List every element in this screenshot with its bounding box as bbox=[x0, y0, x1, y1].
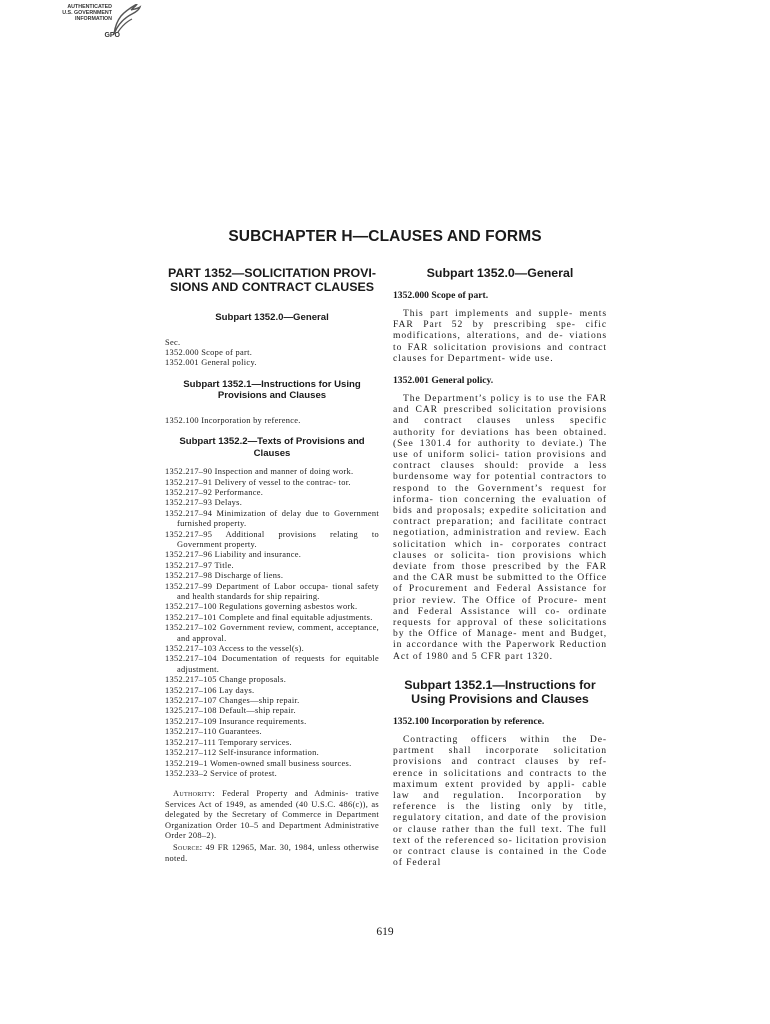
toc-entry: 1352.001 General policy. bbox=[165, 358, 257, 368]
source-label: Source: bbox=[173, 843, 203, 853]
toc-entry: 1352.217–101 Complete and final equitable adjustments. bbox=[165, 612, 373, 622]
toc-entry: 1352.219–1 Women-owned small business sources. bbox=[165, 758, 352, 768]
toc-entry: 1352.217–91 Delivery of vessel to the contrac- tor. bbox=[165, 477, 351, 487]
toc-entry: 1352.217–106 Lay days. bbox=[165, 685, 255, 695]
logo-line-1: AUTHENTICATED bbox=[67, 4, 112, 10]
logo-mark: GPO bbox=[104, 32, 120, 39]
section-1352-001-heading: 1352.001 General policy. bbox=[393, 375, 494, 387]
section-1352-100-heading: 1352.100 Incorporation by reference. bbox=[393, 715, 545, 727]
toc-entry: 1352.217–92 Performance. bbox=[165, 487, 264, 497]
toc-entry: 1352.217–111 Temporary services. bbox=[165, 737, 292, 747]
subpart-1-heading: Subpart 1352.1—Instructions for Using Provisions and Clauses bbox=[183, 378, 361, 402]
page-number: 619 bbox=[376, 926, 394, 938]
subpart-2-heading: Subpart 1352.2—Texts of Provisions and Clauses bbox=[179, 436, 365, 459]
left-column bbox=[165, 266, 379, 864]
source-text: 49 FR 12965, Mar. 30, 1984, unless otherwise noted. bbox=[165, 843, 379, 863]
subpart-0-toc bbox=[165, 338, 379, 369]
toc-entry: 1352.217–96 Liability and insurance. bbox=[165, 550, 302, 560]
toc-entry: 1352.217–112 Self-insurance information. bbox=[165, 748, 320, 758]
eagle-icon bbox=[110, 4, 142, 40]
toc-entry: 1352.217–95 Additional provisions relating to Government property. bbox=[165, 529, 379, 549]
toc-entry: 1352.217–99 Department of Labor occupa- tional safety and health standards for ship repairing. bbox=[165, 581, 379, 601]
gpo-authentication-logo bbox=[56, 4, 140, 46]
authority-note bbox=[165, 789, 379, 841]
subpart-1-heading-right: Subpart 1352.1—Instructions for Using Provisions and Clauses bbox=[404, 677, 596, 706]
toc-entry: 1352.217–94 Minimization of delay due to Government furnished property. bbox=[165, 508, 379, 529]
toc-entry: 1352.217–105 Change proposals. bbox=[165, 675, 287, 685]
logo-line-2: U.S. GOVERNMENT bbox=[62, 10, 112, 16]
toc-entry: 1352.217–100 Regulations governing asbestos work. bbox=[165, 602, 358, 612]
toc-entry: 1352.233–2 Service of protest. bbox=[165, 768, 278, 778]
subpart-1-toc bbox=[165, 416, 379, 426]
subpart-0-heading: Subpart 1352.0—General bbox=[215, 312, 329, 323]
subpart-2-toc bbox=[165, 467, 379, 779]
toc-entry: 1352.217–104 Documentation of requests for equitable adjustment. bbox=[165, 654, 379, 674]
subchapter-title: SUBCHAPTER H—CLAUSES AND FORMS bbox=[228, 228, 542, 245]
part-title: PART 1352—SOLICITATION PROVI- SIONS AND CONTRACT CLAUSES bbox=[168, 266, 376, 294]
authority-label: Authority: bbox=[173, 789, 216, 799]
toc-entry: 1352.217–107 Changes—ship repair. bbox=[165, 696, 300, 706]
toc-entry: 1352.217–98 Discharge of liens. bbox=[165, 571, 284, 581]
toc-entry: 1352.217–102 Government review, comment, acceptance, and approval. bbox=[165, 623, 379, 643]
section-1352-000-text: This part implements and supple- ments FAR Part 52 by prescribing spe- cific modifications, alterations, and de- viations to FAR solicitation provisions and contract clauses for Department- wide use. bbox=[393, 308, 607, 364]
toc-entry: 1352.100 Incorporation by reference. bbox=[165, 415, 301, 425]
subpart-0-heading-right: Subpart 1352.0—General bbox=[426, 266, 574, 280]
logo-text bbox=[56, 4, 112, 22]
toc-entry: 1352.217–93 Delays. bbox=[165, 498, 243, 508]
section-1352-000-heading: 1352.000 Scope of part. bbox=[393, 290, 489, 301]
right-column bbox=[393, 266, 607, 879]
toc-entry: 1352.000 Scope of part. bbox=[165, 347, 253, 357]
authority-text: Federal Property and Adminis- trative Services Act of 1949, as amended (40 U.S.C. 486(c)), as delegated by the Secretary of Commerce in Department Organization Order 10–5 and Department Administrative Order 208–2). bbox=[165, 789, 379, 840]
toc-entry: 1325.217–108 Default—ship repair. bbox=[165, 706, 296, 716]
logo-line-3: INFORMATION bbox=[75, 16, 112, 22]
toc-entry: 1352.217–103 Access to the vessel(s). bbox=[165, 644, 305, 654]
toc-entry: 1352.217–109 Insurance requirements. bbox=[165, 716, 307, 726]
section-1352-001-text: The Department’s policy is to use the FAR and CAR prescribed solicitation provisions and contract clauses unless specific authority for deviations has been obtained. (See 1301.4 for authority to deviate.) The use of uniform solici- tation provisions and contract clauses should: provide a less burdensome way for potential contractors to respond to the Government’s request for informa- tion concerning the evaluation of bids and proposals; expedite solicitation and contract preparation; and facilitate contract negotiation, administration and review. Each solicitation which in- corporates contract clauses or solicita- tion provisions which deviate from those prescribed by the FAR and the CAR must be submitted to the Office of Procurement and Federal Assistance for prior review. The Office of Procure- ment and Federal Assistance will co- ordinate requests for approval of these solicitations by the Office of Manage- ment and Budget, in accordance with the Paperwork Reduction Act of 1980 and 5 CFR part 1320. bbox=[393, 393, 607, 662]
section-1352-100-text: Contracting officers within the De- partment shall incorporate solicitation provisions and contract clauses by ref- erence in solicitations and contracts to the maximum extent provided by appli- cable law and regulation. Incorporation by reference is the listing only by title, regulatory citation, and date of the provision or clause rather than the full text. The full text of the referenced so- licitation provision or contract clause is contained in the Code of Federal bbox=[393, 733, 607, 869]
toc-entry: 1352.217–110 Guarantees. bbox=[165, 727, 262, 737]
sec-label: Sec. bbox=[165, 337, 181, 347]
toc-entry: 1352.217–90 Inspection and manner of doing work. bbox=[165, 467, 354, 477]
source-note bbox=[165, 843, 379, 864]
toc-entry: 1352.217–97 Title. bbox=[165, 560, 234, 570]
